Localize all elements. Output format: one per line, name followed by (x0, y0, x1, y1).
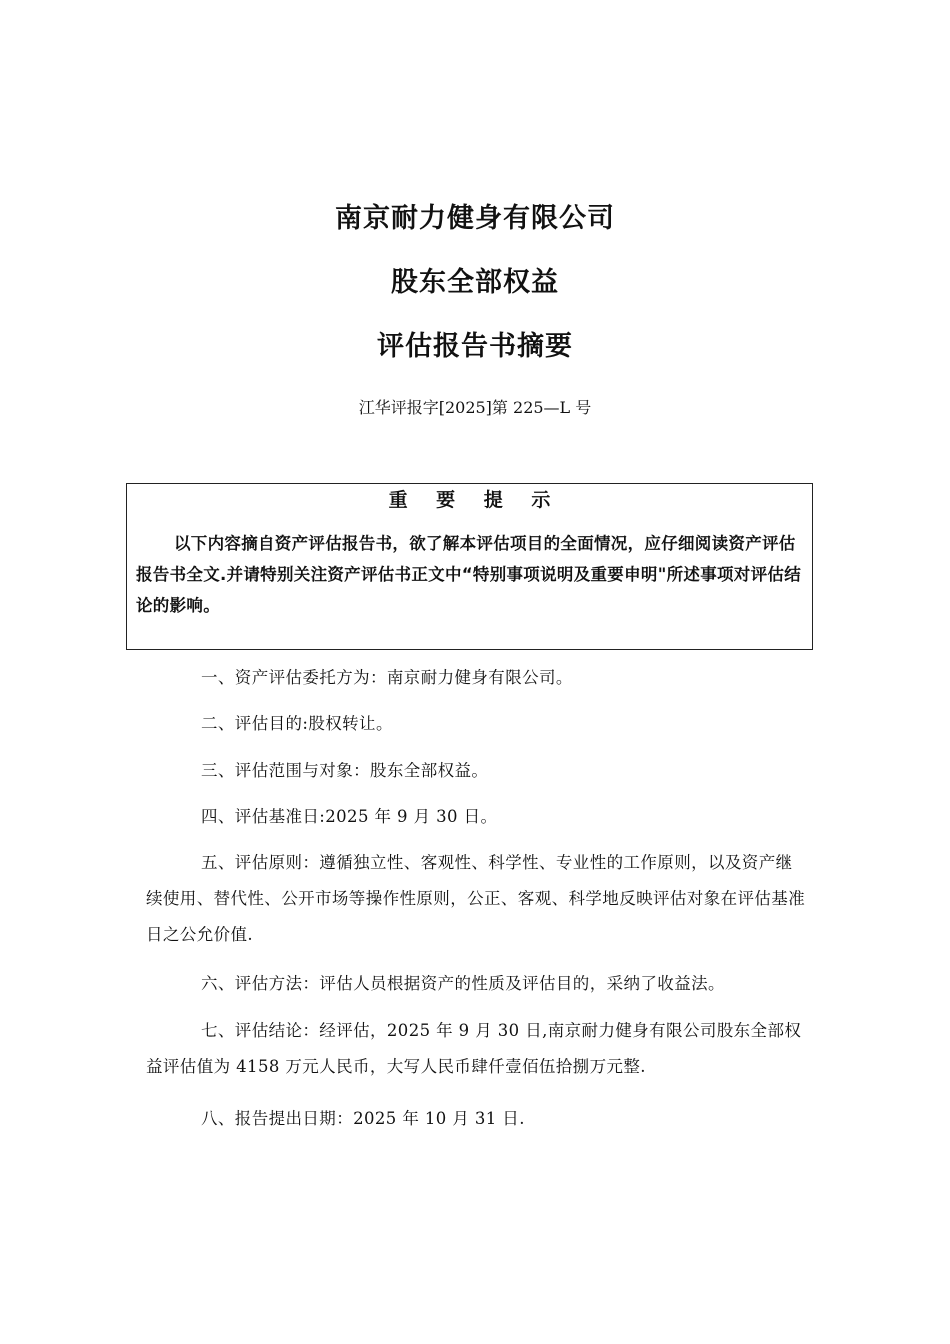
item-method: 六、评估方法：评估人员根据资产的性质及评估目的，采纳了收益法。 (201, 974, 725, 993)
item-base-date: 四、评估基准日:2025 年 9 月 30 日。 (201, 807, 498, 826)
notice-text: 以下内容摘自资产评估报告书，欲了解本评估项目的全面情况，应仔细阅读资产评估报告书全文.并请特别关注资产评估书正文中“特别事项说明及重要申明"所述事项对评估结论的影响。 (136, 534, 802, 615)
reference-number: 江华评报字[2025]第 225—L 号 (358, 398, 592, 417)
item-report-date: 八、报告提出日期：2025 年 10 月 31 日. (201, 1109, 525, 1128)
item-conclusion: 七、评估结论：经评估，2025 年 9 月 30 日,南京耐力健身有限公司股东全部权益评估值为 4158 万元人民币，大写人民币肆仟壹佰伍拾捌万元整. (146, 1021, 802, 1076)
company-title: 南京耐力健身有限公司 (335, 203, 615, 234)
item-scope: 三、评估范围与对象：股东全部权益。 (201, 761, 489, 780)
item-purpose: 二、评估目的:股权转让。 (201, 714, 393, 733)
important-notice-box (126, 483, 813, 650)
item-commissioning-party: 一、资产评估委托方为：南京耐力健身有限公司。 (201, 668, 573, 687)
document-type-title: 评估报告书摘要 (377, 331, 573, 362)
notice-heading: 重 要 提 示 (388, 489, 562, 511)
item-principles: 五、评估原则：遵循独立性、客观性、科学性、专业性的工作原则，以及资产继续使用、替代性、公开市场等操作性原则，公正、客观、科学地反映评估对象在评估基准日之公允价值. (146, 853, 806, 944)
subject-title: 股东全部权益 (391, 267, 559, 298)
